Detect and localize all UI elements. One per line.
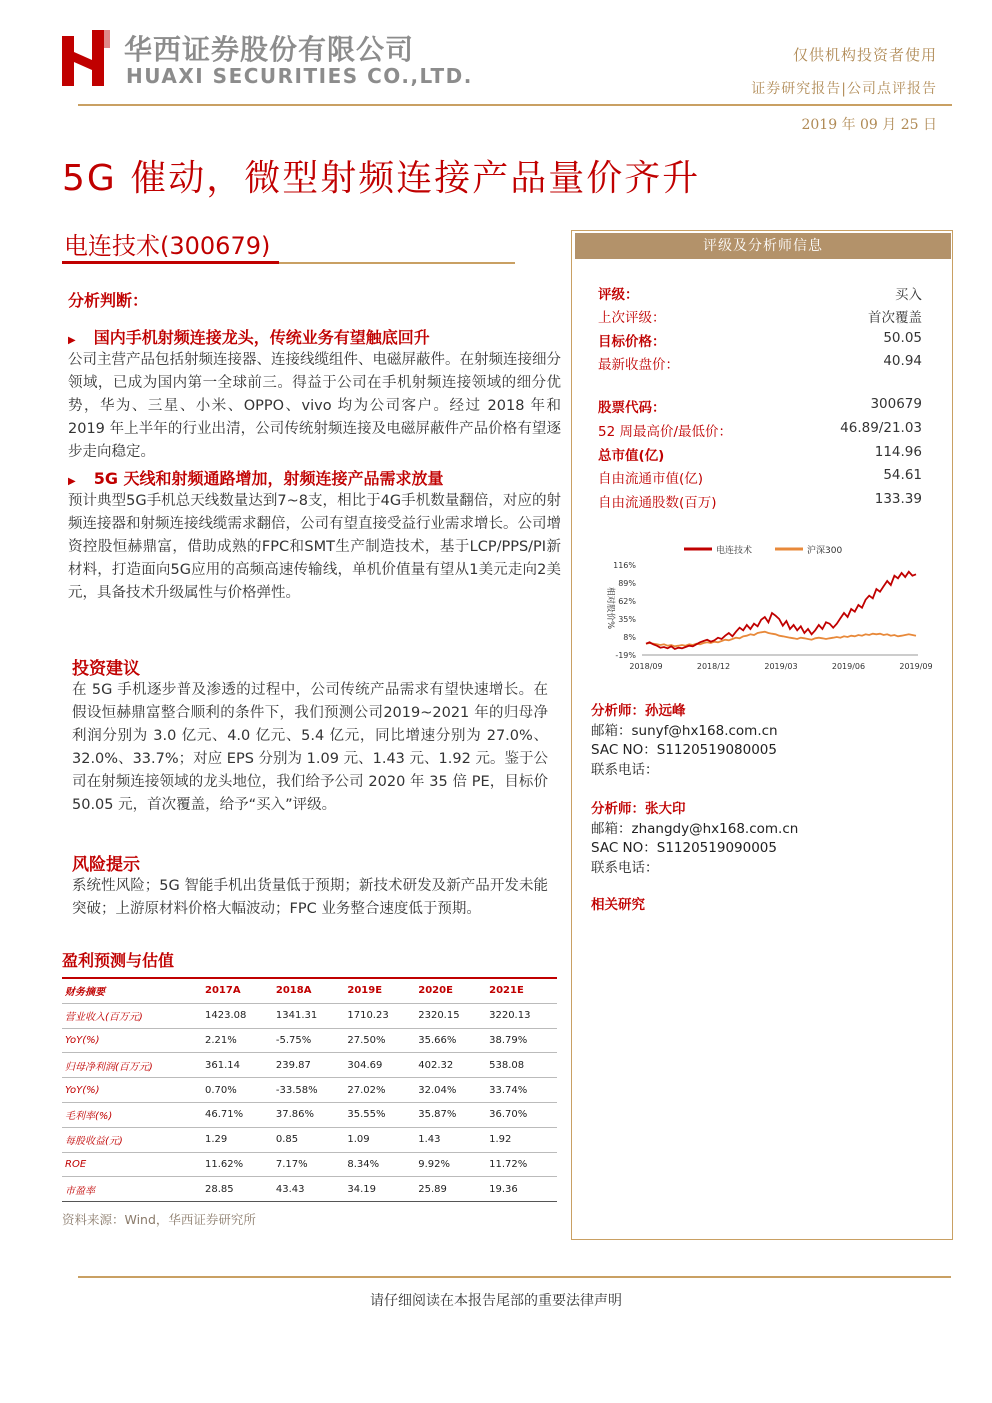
analysis-point-1-title: 国内手机射频连接龙头，传统业务有望触底回升 <box>93 328 430 347</box>
table-row <box>62 1102 557 1127</box>
week52-label: 52 周最高价/最低价： <box>598 424 733 440</box>
x-tick-label: 2019/03 <box>764 662 798 671</box>
analyst-1-block <box>591 702 778 780</box>
float-shares-value: 133.39 <box>874 491 922 507</box>
table-cell: 3220.13 <box>486 1003 557 1028</box>
investment-heading: 投资建议 <box>72 659 140 679</box>
risk-heading: 风险提示 <box>72 855 140 875</box>
analyst-2-name: 分析师：张大印 <box>591 801 686 817</box>
week52-value: 46.89/21.03 <box>840 420 922 436</box>
prev-rating-row <box>598 306 922 326</box>
analysis-point-2-heading <box>68 466 444 489</box>
table-cell: 营业收入(百万元) <box>62 1003 202 1028</box>
table-cell: 27.02% <box>344 1078 415 1103</box>
float-cap-label: 自由流通市值(亿) <box>598 471 704 487</box>
analyst-2-block <box>591 800 798 878</box>
table-row <box>62 1003 557 1028</box>
close-price-label: 最新收盘价： <box>598 357 679 373</box>
title-underline-gold <box>279 262 515 264</box>
table-row <box>62 1127 557 1152</box>
table-cell: 9.92% <box>415 1152 486 1177</box>
table-cell: YoY(%) <box>62 1028 202 1053</box>
table-cell: 28.85 <box>202 1177 273 1202</box>
table-cell: 1.09 <box>344 1127 415 1152</box>
footer-divider <box>78 1276 951 1278</box>
x-axis-ticks <box>629 662 932 671</box>
company-name-cn: 华西证券股份有限公司 <box>124 33 415 66</box>
table-cell: 毛利率(%) <box>62 1102 202 1127</box>
table-cell: 1.92 <box>486 1127 557 1152</box>
prev-rating-label: 上次评级： <box>598 310 666 326</box>
analyst-2-email: 邮箱：zhangdy@hx168.com.cn <box>591 820 799 837</box>
y-tick-label: 8% <box>623 633 636 642</box>
table-cell: 0.70% <box>202 1078 273 1103</box>
week52-row <box>598 420 922 440</box>
table-cell: 1710.23 <box>344 1003 415 1028</box>
y-tick-label: 89% <box>618 579 636 588</box>
sidebar-heading: 评级及分析师信息 <box>575 233 951 259</box>
analysis-point-2-text: 预计典型5G手机总天线数量达到7~8支，相比于4G手机数量翻倍，对应的射频连接器和射频连接线缆需求翻倍，公司有望直接受益行业需求增长。公司增资控股恒赫鼎富，借助成熟的FPC和SMT生产制造技术，基于LCP/PPS/PI新材料，打造面向5G应用的高频高速传输线，单机价值量有望从1美元走向2美元，具备技术升级属性与价格弹性。 <box>68 493 561 601</box>
table-row <box>62 1152 557 1177</box>
triangle-bullet-icon: ▶ <box>68 335 76 346</box>
table-cell: 35.66% <box>415 1028 486 1053</box>
table-header-cell: 2019E <box>344 978 415 1003</box>
table-header-cell: 2017A <box>202 978 273 1003</box>
table-cell: 每股收益(元) <box>62 1127 202 1152</box>
table-cell: 1341.31 <box>273 1003 344 1028</box>
table-cell: 2320.15 <box>415 1003 486 1028</box>
close-price-value: 40.94 <box>883 353 922 369</box>
table-header-cell: 2020E <box>415 978 486 1003</box>
table-cell: 34.19 <box>344 1177 415 1202</box>
huaxi-logo-icon <box>62 30 112 86</box>
market-cap-label: 总市值(亿) <box>598 448 665 464</box>
table-cell: 46.71% <box>202 1102 273 1127</box>
x-tick-label: 2019/09 <box>899 662 933 671</box>
float-cap-value: 54.61 <box>883 467 922 483</box>
stock-code-label: 股票代码： <box>598 400 666 416</box>
rating-value: 买入 <box>895 287 922 303</box>
legend-label-dianlian: 电连技术 <box>716 546 753 556</box>
analyst-2-phone: 联系电话： <box>591 859 659 876</box>
table-cell: 2.21% <box>202 1028 273 1053</box>
table-cell: 1.29 <box>202 1127 273 1152</box>
y-tick-label: 116% <box>613 561 636 570</box>
analyst-2-sac: SAC NO：S1120519090005 <box>591 840 777 856</box>
report-date: 2019 年 09 月 25 日 <box>801 117 937 133</box>
table-cell: 304.69 <box>344 1053 415 1078</box>
legend-label-hs300: 沪深300 <box>807 546 843 556</box>
table-cell: 239.87 <box>273 1053 344 1078</box>
float-shares-label: 自由流通股数(百万) <box>598 495 717 511</box>
y-axis-ticks <box>613 561 636 660</box>
prev-rating-value: 首次覆盖 <box>868 310 922 326</box>
table-cell: 1423.08 <box>202 1003 273 1028</box>
table-cell: 27.50% <box>344 1028 415 1053</box>
analyst-1-name: 分析师：孙远峰 <box>591 703 686 719</box>
table-cell: 市盈率 <box>62 1177 202 1202</box>
header-divider <box>78 104 952 106</box>
table-header-cell: 财务摘要 <box>62 978 202 1003</box>
target-price-value: 50.05 <box>883 330 922 346</box>
table-cell: 361.14 <box>202 1053 273 1078</box>
table-cell: 归母净利润(百万元) <box>62 1053 202 1078</box>
table-row <box>62 1053 557 1078</box>
series-line-hs300 <box>646 632 916 647</box>
analyst-1-email: 邮箱：sunyf@hx168.com.cn <box>591 722 778 739</box>
company-name-en: HUAXI SECURITIES CO.,LTD. <box>126 64 473 88</box>
rating-row <box>598 283 922 303</box>
table-cell: 37.86% <box>273 1102 344 1127</box>
x-tick-label: 2018/09 <box>629 662 663 671</box>
stock-code-value: 300679 <box>870 396 922 412</box>
table-row <box>62 1078 557 1103</box>
analyst-1-phone: 联系电话： <box>591 761 659 778</box>
close-price-row <box>598 353 922 373</box>
analysis-point-2-title: 5G 天线和射频通路增加，射频连接产品需求放量 <box>93 469 444 488</box>
triangle-bullet-icon: ▶ <box>68 476 76 487</box>
y-axis-label: 相对股价% <box>605 586 615 630</box>
table-header-cell: 2021E <box>486 978 557 1003</box>
y-tick-label: 35% <box>618 615 636 624</box>
table-row <box>62 1028 557 1053</box>
table-header-row <box>62 978 557 1003</box>
table-cell: 43.43 <box>273 1177 344 1202</box>
table-cell: YoY(%) <box>62 1078 202 1103</box>
report-type-tag: 证券研究报告|公司点评报告 <box>751 81 937 97</box>
company-ticker: 电连技术(300679) <box>64 232 271 260</box>
table-cell: 402.32 <box>415 1053 486 1078</box>
x-tick-label: 2018/12 <box>696 662 731 671</box>
float-cap-row <box>598 467 922 487</box>
y-tick-label: -19% <box>615 651 636 660</box>
table-cell: -33.58% <box>273 1078 344 1103</box>
chart-legend <box>684 544 842 556</box>
table-cell: 32.04% <box>415 1078 486 1103</box>
analysis-point-1-heading <box>68 325 430 348</box>
risk-text: 系统性风险；5G 智能手机出货量低于预期；新技术研发及新产品开发未能突破；上游原材料价格大幅波动；FPC 业务整合速度低于预期。 <box>72 878 548 917</box>
y-tick-label: 62% <box>618 597 636 606</box>
target-price-row <box>598 330 922 350</box>
table-cell: 35.87% <box>415 1102 486 1127</box>
table-cell: 19.36 <box>486 1177 557 1202</box>
table-cell: ROE <box>62 1152 202 1177</box>
analyst-1-sac: SAC NO：S1120519080005 <box>591 742 777 758</box>
table-cell: 1.43 <box>415 1127 486 1152</box>
table-cell: 538.08 <box>486 1053 557 1078</box>
rating-label: 评级： <box>598 287 639 303</box>
table-row <box>62 1177 557 1202</box>
x-tick-label: 2019/06 <box>831 662 866 671</box>
table-cell: 33.74% <box>486 1078 557 1103</box>
series-line-dianlian <box>646 572 916 649</box>
float-shares-row <box>598 491 922 511</box>
table-cell: 11.62% <box>202 1152 273 1177</box>
investment-text: 在 5G 手机逐步普及渗透的过程中，公司传统产品需求有望快速增长。在假设恒赫鼎富整合顺利的条件下，我们预测公司2019~2021 年的归母净利润分别为 3.0 亿元、4.0 亿元、5.4 亿元，同比增速分别为 27.0%、32.0%、33.7%；对应 EPS 分别为 1.09 元、1.43 元、1.92 元。鉴于公司在射频连接领域的龙头地位，我们给予公司 2020 年 35 倍 PE，目标价 50.05 元，首次覆盖，给予“买入”评级。 <box>72 682 548 813</box>
table-cell: 38.79% <box>486 1028 557 1053</box>
table-cell: 0.85 <box>273 1127 344 1152</box>
analysis-point-1-text: 公司主营产品包括射频连接器、连接线缆组件、电磁屏蔽件。在射频连接细分领域，已成为国内第一全球前三。得益于公司在手机射频连接领域的细分优势，华为、三星、小米、OPPO、vivo 均为公司客户。经过 2018 年和 2019 年上半年的行业出清，公司传统射频连接及电磁屏蔽件产品价格有望逐步走向稳定。 <box>68 352 561 460</box>
relative-price-chart <box>590 536 940 676</box>
table-source: 资料来源：Wind，华西证券研究所 <box>62 1212 256 1227</box>
market-cap-value: 114.96 <box>874 444 922 460</box>
footer-disclaimer: 请仔细阅读在本报告尾部的重要法律声明 <box>370 1293 622 1309</box>
related-research-label: 相关研究 <box>591 897 645 913</box>
table-cell: 25.89 <box>415 1177 486 1202</box>
audience-tag: 仅供机构投资者使用 <box>792 46 937 64</box>
report-title: 5G 催动，微型射频连接产品量价齐升 <box>62 158 701 199</box>
target-price-label: 目标价格： <box>598 334 666 350</box>
forecast-table <box>62 977 557 1202</box>
market-cap-row <box>598 444 922 464</box>
table-header-cell: 2018A <box>273 978 344 1003</box>
series-lines <box>646 572 916 649</box>
analysis-heading: 分析判断： <box>68 291 149 310</box>
forecast-heading: 盈利预测与估值 <box>62 951 175 970</box>
title-underline-red <box>62 261 279 264</box>
table-cell: 8.34% <box>344 1152 415 1177</box>
table-cell: 11.72% <box>486 1152 557 1177</box>
table-cell: 7.17% <box>273 1152 344 1177</box>
related-research <box>591 896 645 916</box>
table-cell: -5.75% <box>273 1028 344 1053</box>
table-cell: 36.70% <box>486 1102 557 1127</box>
stock-code-row <box>598 396 922 416</box>
table-cell: 35.55% <box>344 1102 415 1127</box>
